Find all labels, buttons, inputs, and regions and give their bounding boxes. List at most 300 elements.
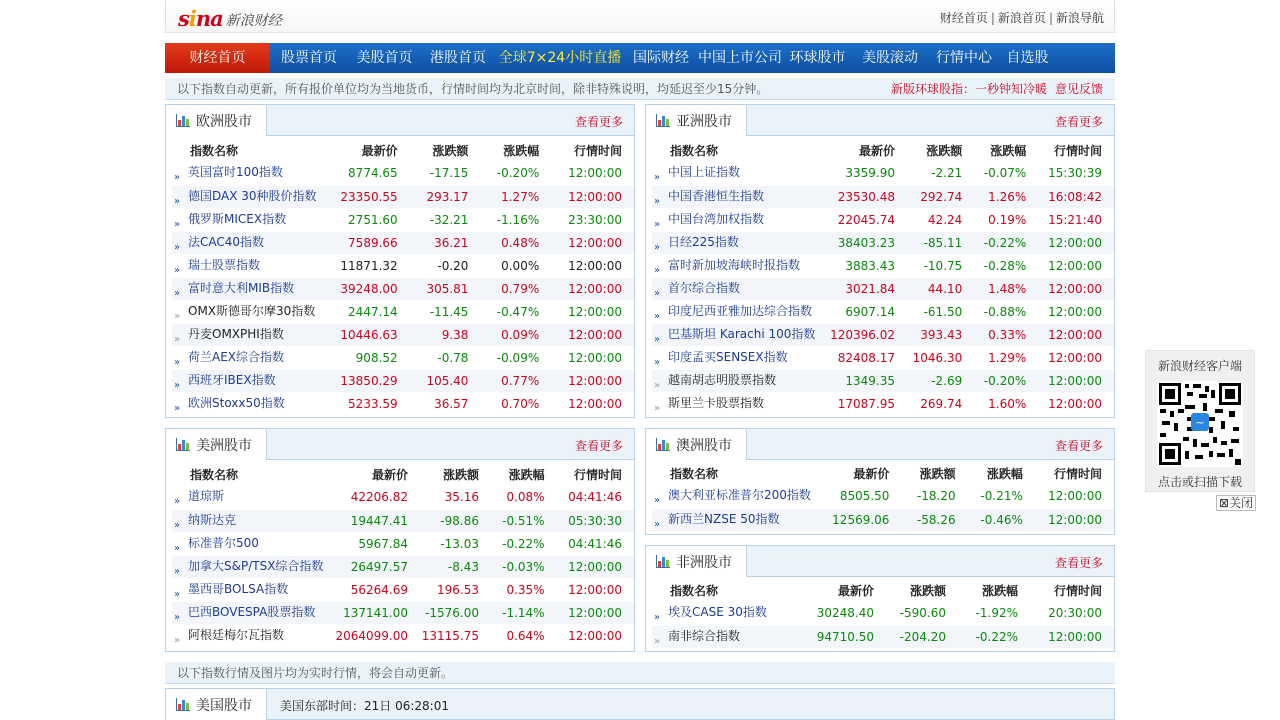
change-cell: 36.21 [410, 231, 481, 254]
sina-finance-logo[interactable] [178, 4, 282, 30]
double-arrow-icon: » [174, 542, 179, 554]
double-arrow-icon: » [174, 241, 179, 253]
percent-cell: -1.16% [480, 208, 551, 231]
panel-oceania [645, 428, 1115, 535]
percent-cell: -0.51% [491, 509, 557, 532]
top-bar [165, 0, 1115, 33]
price-cell: 22045.74 [827, 208, 907, 231]
percent-cell: 0.77% [480, 369, 551, 392]
nav-item-7[interactable]: 环球股市 [789, 50, 846, 66]
table-row[interactable] [172, 486, 634, 509]
percent-cell: -0.20% [974, 369, 1038, 392]
change-cell: 305.81 [410, 277, 481, 300]
double-arrow-icon: » [174, 496, 179, 508]
price-cell: 17087.95 [827, 392, 907, 415]
change-cell: -85.11 [907, 231, 974, 254]
percent-cell: 0.33% [974, 323, 1038, 346]
index-name-cell [652, 254, 827, 277]
table-row[interactable] [172, 601, 634, 624]
qr-code-icon [1157, 381, 1243, 467]
index-name-link[interactable]: 澳大利亚标准普尔200指数 [668, 488, 811, 503]
nav-item-1[interactable]: 股票首页 [281, 50, 337, 66]
double-arrow-icon: » [174, 172, 179, 184]
percent-cell: -0.20% [480, 162, 551, 185]
price-cell: 2447.14 [329, 300, 410, 323]
price-cell: 8505.50 [823, 485, 902, 508]
qr-caption: 点击或扫描下载 [1157, 475, 1242, 489]
table-row[interactable] [652, 369, 1114, 392]
svg-text:~: ~ [1195, 416, 1205, 429]
panel-america [165, 428, 635, 652]
column-header: 行情时间 [573, 468, 622, 482]
index-table [652, 462, 1114, 532]
change-cell: -11.45 [410, 300, 481, 323]
index-name-link[interactable]: 欧洲Stoxx50指数 [188, 395, 285, 410]
index-name-link[interactable]: OMX斯德哥尔摩30指数 [188, 303, 316, 318]
time-cell: 23:30:00 [551, 208, 634, 231]
update-notice [165, 78, 1115, 100]
table-row[interactable] [652, 323, 1114, 346]
column-header: 涨跌幅 [990, 144, 1027, 158]
view-more-link[interactable]: 查看更多 [1054, 115, 1103, 129]
percent-cell: 1.27% [480, 185, 551, 208]
percent-cell: 0.09% [480, 323, 551, 346]
column-header: 指数名称 [670, 144, 719, 158]
percent-cell: 0.00% [480, 254, 551, 277]
table-row[interactable] [172, 254, 634, 277]
table-row[interactable] [172, 392, 634, 415]
double-arrow-icon: » [174, 588, 179, 600]
table-row[interactable] [652, 392, 1114, 415]
double-arrow-icon: » [174, 264, 179, 276]
time-cell: 12:00:00 [1030, 625, 1114, 648]
panel-africa [645, 545, 1115, 652]
double-arrow-icon: » [654, 635, 659, 647]
index-name-link[interactable]: 新西兰NZSE 50指数 [668, 511, 780, 526]
table-row[interactable] [172, 323, 634, 346]
index-name-cell [652, 625, 804, 648]
index-name-link[interactable]: 斯里兰卡股票指数 [668, 395, 765, 410]
time-cell: 12:00:00 [1038, 277, 1114, 300]
index-name-cell [172, 509, 335, 532]
index-name-link[interactable]: 墨西哥BOLSA指数 [188, 581, 289, 596]
time-cell: 20:30:00 [1030, 602, 1114, 625]
panel-tab[interactable] [165, 104, 267, 136]
panel-tab[interactable] [645, 545, 747, 577]
bar-chart-icon [176, 438, 190, 451]
percent-cell: 1.48% [974, 277, 1038, 300]
index-table [172, 139, 634, 416]
panel-tab[interactable] [645, 104, 747, 136]
time-cell: 12:00:00 [1038, 254, 1114, 277]
panel-title: 欧洲股市 [196, 113, 252, 130]
double-arrow-icon: » [654, 356, 659, 368]
percent-cell: 0.79% [480, 277, 551, 300]
index-name-cell [652, 277, 827, 300]
time-cell: 15:30:39 [1038, 162, 1114, 185]
double-arrow-icon: » [174, 287, 179, 299]
change-cell: 196.53 [420, 578, 491, 601]
index-name-cell [172, 486, 335, 509]
double-arrow-icon: » [654, 195, 659, 207]
bar-chart-icon [176, 114, 190, 127]
panel-header [166, 429, 634, 460]
nav-item-3[interactable]: 港股首页 [430, 50, 486, 66]
percent-cell: -0.22% [974, 231, 1038, 254]
table-row[interactable] [652, 254, 1114, 277]
qr-close-button[interactable] [1216, 495, 1256, 511]
percent-cell: 0.64% [491, 624, 557, 647]
percent-cell: -0.03% [491, 555, 557, 578]
index-name-link[interactable]: 阿根廷梅尔瓦指数 [188, 627, 285, 642]
double-arrow-icon: » [654, 333, 659, 345]
percent-cell: 0.08% [491, 486, 557, 509]
column-header: 行情时间 [1053, 144, 1102, 158]
time-cell: 12:00:00 [1038, 231, 1114, 254]
index-name-link[interactable]: 中国香港恒生指数 [668, 188, 765, 203]
index-name-cell [652, 323, 827, 346]
change-cell: 393.43 [907, 323, 974, 346]
index-table [652, 139, 1114, 416]
column-header: 涨跌额 [442, 468, 479, 482]
time-cell: 12:00:00 [1038, 369, 1114, 392]
index-name-cell [652, 346, 827, 369]
panel-header [166, 689, 1114, 720]
index-name-cell [172, 392, 329, 415]
price-cell: 39248.00 [329, 277, 410, 300]
nav-item-6[interactable]: 中国上市公司 [698, 50, 782, 66]
index-name-cell [652, 208, 827, 231]
price-cell: 1349.35 [827, 369, 907, 392]
index-name-link[interactable]: 瑞士股票指数 [188, 257, 261, 272]
index-name-cell [652, 300, 827, 323]
index-name-cell [652, 602, 804, 625]
change-cell: 13115.75 [420, 624, 491, 647]
panel-title: 亚洲股市 [676, 113, 732, 130]
nav-item-9[interactable]: 行情中心 [936, 50, 992, 66]
index-name-cell [652, 185, 827, 208]
column-header: 最新价 [837, 584, 874, 598]
percent-cell: 1.29% [974, 346, 1038, 369]
table-header-row [172, 463, 634, 486]
time-cell: 12:00:00 [551, 300, 634, 323]
time-cell: 04:41:46 [557, 486, 634, 509]
logo-subtitle: 新浪财经 [225, 13, 282, 29]
index-name-link[interactable]: 南非综合指数 [668, 628, 741, 643]
time-cell: 12:00:00 [557, 555, 634, 578]
change-cell: 293.17 [410, 185, 481, 208]
column-header: 指数名称 [190, 468, 239, 482]
column-header: 行情时间 [1053, 467, 1102, 481]
panel-tab[interactable] [165, 688, 267, 720]
nav-item-5[interactable]: 国际财经 [633, 50, 689, 66]
index-name-link[interactable]: 标准普尔500 [188, 535, 259, 550]
time-cell: 04:41:46 [557, 532, 634, 555]
nav-item-8[interactable]: 美股滚动 [862, 50, 918, 66]
index-name-cell [172, 254, 329, 277]
time-cell: 15:21:40 [1038, 208, 1114, 231]
double-arrow-icon: » [174, 356, 179, 368]
price-cell: 908.52 [329, 346, 410, 369]
price-cell: 30248.40 [804, 602, 886, 625]
time-cell: 12:00:00 [1038, 300, 1114, 323]
time-cell: 12:00:00 [551, 323, 634, 346]
us-eastern-time: 美国东部时间：21日 06:28:01 [280, 699, 449, 713]
app-qr-widget[interactable] [1145, 350, 1255, 492]
view-more-link[interactable]: 查看更多 [1054, 556, 1103, 570]
change-cell: -18.20 [901, 485, 967, 508]
index-name-link[interactable]: 印度尼西亚雅加达综合指数 [668, 303, 813, 318]
column-header: 最新价 [859, 144, 896, 158]
table-row[interactable] [172, 369, 634, 392]
table-row[interactable] [172, 346, 634, 369]
table-row[interactable] [652, 277, 1114, 300]
table-row[interactable] [172, 509, 634, 532]
index-name-cell [172, 578, 335, 601]
table-row[interactable] [652, 162, 1114, 185]
change-cell: -204.20 [886, 625, 958, 648]
price-cell: 12569.06 [823, 508, 902, 531]
change-cell: 44.10 [907, 277, 974, 300]
time-cell: 12:00:00 [551, 392, 634, 415]
index-name-link[interactable]: 法CAC40指数 [188, 234, 265, 249]
percent-cell: -0.47% [480, 300, 551, 323]
index-name-link[interactable]: 加拿大S&P/TSX综合指数 [188, 558, 324, 573]
percent-cell: -0.09% [480, 346, 551, 369]
table-row[interactable] [172, 185, 634, 208]
bar-chart-icon [656, 555, 670, 568]
double-arrow-icon: » [174, 402, 179, 414]
nav-item-0[interactable]: 财经首页 [165, 43, 270, 73]
price-cell: 23350.55 [329, 185, 410, 208]
index-name-link[interactable]: 富时意大利MIB指数 [188, 280, 295, 295]
index-name-cell [172, 555, 335, 578]
panel-header [646, 429, 1114, 460]
nav-item-2[interactable]: 美股首页 [356, 50, 413, 66]
panel-tab[interactable] [645, 428, 747, 460]
top-link-sina-home[interactable]: 新浪首页 [997, 11, 1046, 25]
index-name-link[interactable]: 埃及CASE 30指数 [668, 605, 767, 620]
panel-title: 美国股市 [196, 697, 252, 714]
column-header: 指数名称 [190, 144, 239, 158]
realtime-notice: 以下指数行情及图片均为实时行情，将会自动更新。 [165, 662, 1115, 684]
index-table [172, 463, 634, 648]
table-row[interactable] [172, 277, 634, 300]
price-cell: 94710.50 [804, 625, 886, 648]
new-index-link[interactable]: 新版环球股指：一秒钟知冷暖 [890, 82, 1047, 96]
column-header: 涨跌额 [919, 467, 956, 481]
index-name-link[interactable]: 丹麦OMXPHI指数 [188, 326, 284, 341]
index-name-link[interactable]: 西班牙IBEX指数 [188, 372, 276, 387]
index-name-link[interactable]: 首尔综合指数 [668, 280, 741, 295]
index-name-link[interactable]: 德国DAX 30种股价指数 [188, 188, 317, 203]
index-name-link[interactable]: 日经225指数 [668, 234, 739, 249]
double-arrow-icon: » [654, 310, 659, 322]
index-name-link[interactable]: 中国上证指数 [668, 165, 741, 180]
double-arrow-icon: » [654, 612, 659, 624]
price-cell: 38403.23 [827, 231, 907, 254]
change-cell: -2.69 [907, 369, 974, 392]
price-cell: 6907.14 [827, 300, 907, 323]
double-arrow-icon: » [654, 495, 659, 507]
panel-title: 澳洲股市 [676, 437, 732, 454]
double-arrow-icon: » [174, 379, 179, 391]
top-link-sina-nav[interactable]: 新浪导航 [1055, 11, 1104, 25]
time-cell: 12:00:00 [1035, 508, 1114, 531]
price-cell: 8774.65 [329, 162, 410, 185]
column-header: 涨跌幅 [986, 467, 1023, 481]
column-header: 涨跌额 [432, 144, 469, 158]
change-cell: -10.75 [907, 254, 974, 277]
change-cell: -0.78 [410, 346, 481, 369]
view-more-link[interactable]: 查看更多 [574, 439, 623, 453]
index-name-link[interactable]: 越南胡志明股票指数 [668, 372, 777, 387]
table-row[interactable] [172, 624, 634, 647]
index-name-cell [172, 369, 329, 392]
view-more-link[interactable]: 查看更多 [1054, 439, 1103, 453]
table-row[interactable] [172, 555, 634, 578]
index-name-cell [172, 300, 329, 323]
table-row[interactable] [652, 300, 1114, 323]
percent-cell: -0.22% [958, 625, 1030, 648]
time-cell: 12:00:00 [1035, 485, 1114, 508]
panel-title: 非洲股市 [676, 554, 732, 571]
index-name-link[interactable]: 纳斯达克 [188, 512, 237, 527]
table-row[interactable] [652, 602, 1114, 625]
logo-text: sina [178, 6, 223, 31]
time-cell: 12:00:00 [551, 277, 634, 300]
qr-code-image[interactable] [1157, 381, 1243, 467]
index-name-link[interactable]: 富时新加坡海峡时报指数 [668, 257, 801, 272]
index-name-cell [652, 485, 823, 508]
double-arrow-icon: » [654, 241, 659, 253]
price-cell: 2751.60 [329, 208, 410, 231]
percent-cell: -1.92% [958, 602, 1030, 625]
percent-cell: 0.19% [974, 208, 1038, 231]
nav-item-10[interactable]: 自选股 [1006, 50, 1049, 66]
price-cell: 3021.84 [827, 277, 907, 300]
price-cell: 26497.57 [335, 555, 420, 578]
index-name-link[interactable]: 巴西BOVESPA股票指数 [188, 604, 316, 619]
index-name-cell [172, 231, 329, 254]
qr-close-label: 关闭 [1229, 496, 1254, 510]
index-name-link[interactable]: 俄罗斯MICEX指数 [188, 211, 287, 226]
table-row[interactable] [652, 346, 1114, 369]
bar-chart-icon [656, 114, 670, 127]
percent-cell: -0.28% [974, 254, 1038, 277]
price-cell: 7589.66 [329, 231, 410, 254]
table-row[interactable] [172, 231, 634, 254]
index-name-link[interactable]: 印度孟买SENSEX指数 [668, 349, 788, 364]
index-name-cell [652, 369, 827, 392]
percent-cell: 0.48% [480, 231, 551, 254]
panel-asia [645, 104, 1115, 418]
panel-header [646, 105, 1114, 136]
price-cell: 5233.59 [329, 392, 410, 415]
time-cell: 12:00:00 [1038, 346, 1114, 369]
change-cell: 1046.30 [907, 346, 974, 369]
main-nav [165, 43, 1115, 73]
change-cell: 36.57 [410, 392, 481, 415]
view-more-link[interactable]: 查看更多 [574, 115, 623, 129]
table-row[interactable] [652, 625, 1114, 648]
change-cell: -61.50 [907, 300, 974, 323]
nav-item-4[interactable]: 全球7×24小时直播 [498, 50, 622, 66]
change-cell: 35.16 [420, 486, 491, 509]
index-name-cell [172, 208, 329, 231]
time-cell: 12:00:00 [551, 231, 634, 254]
double-arrow-icon: » [174, 519, 179, 531]
time-cell: 12:00:00 [557, 601, 634, 624]
change-cell: -13.03 [420, 532, 491, 555]
index-name-link[interactable]: 英国富时100指数 [188, 165, 283, 180]
time-cell: 12:00:00 [551, 185, 634, 208]
table-row[interactable] [172, 162, 634, 185]
change-cell: -17.15 [410, 162, 481, 185]
index-name-cell [652, 392, 827, 415]
table-row[interactable] [172, 208, 634, 231]
index-name-cell [172, 346, 329, 369]
time-cell: 12:00:00 [551, 369, 634, 392]
double-arrow-icon: » [654, 218, 659, 230]
table-row[interactable] [652, 485, 1114, 508]
percent-cell: -1.14% [491, 601, 557, 624]
column-header: 涨跌幅 [503, 144, 540, 158]
table-row[interactable] [652, 208, 1114, 231]
change-cell: -2.21 [907, 162, 974, 185]
table-row[interactable] [652, 231, 1114, 254]
time-cell: 16:08:42 [1038, 185, 1114, 208]
table-row[interactable] [172, 578, 634, 601]
change-cell: 292.74 [907, 185, 974, 208]
price-cell: 5967.84 [335, 532, 420, 555]
index-name-link[interactable]: 中国台湾加权指数 [668, 211, 765, 226]
index-name-cell [172, 323, 329, 346]
percent-cell: 0.35% [491, 578, 557, 601]
percent-cell: -0.46% [968, 508, 1035, 531]
index-name-cell [172, 277, 329, 300]
double-arrow-icon: » [174, 333, 179, 345]
time-cell: 12:00:00 [557, 578, 634, 601]
change-cell: 42.24 [907, 208, 974, 231]
bar-chart-icon [176, 698, 190, 711]
index-name-link[interactable]: 荷兰AEX综合指数 [188, 349, 285, 364]
price-cell: 3359.90 [827, 162, 907, 185]
table-row[interactable] [652, 185, 1114, 208]
change-cell: -98.86 [420, 509, 491, 532]
panel-europe [165, 104, 635, 418]
qr-title: 新浪财经客户端 [1157, 359, 1242, 373]
time-cell: 12:00:00 [551, 162, 634, 185]
index-name-cell [652, 231, 827, 254]
price-cell: 11871.32 [329, 254, 410, 277]
double-arrow-icon: » [654, 264, 659, 276]
top-link-finance-home[interactable]: 财经首页 [939, 11, 988, 25]
feedback-link[interactable]: 意见反馈 [1054, 82, 1103, 96]
close-icon: ⊠ [1219, 496, 1230, 510]
price-cell: 137141.00 [335, 601, 420, 624]
price-cell: 13850.29 [329, 369, 410, 392]
index-name-link[interactable]: 巴基斯坦 Karachi 100指数 [668, 326, 816, 341]
index-name-cell [172, 185, 329, 208]
panel-tab[interactable] [165, 428, 267, 460]
double-arrow-icon: » [654, 402, 659, 414]
table-row[interactable] [172, 300, 634, 323]
table-row[interactable] [652, 508, 1114, 531]
table-row[interactable] [172, 532, 634, 555]
index-name-link[interactable]: 道琼斯 [188, 489, 225, 504]
index-name-cell [172, 601, 335, 624]
